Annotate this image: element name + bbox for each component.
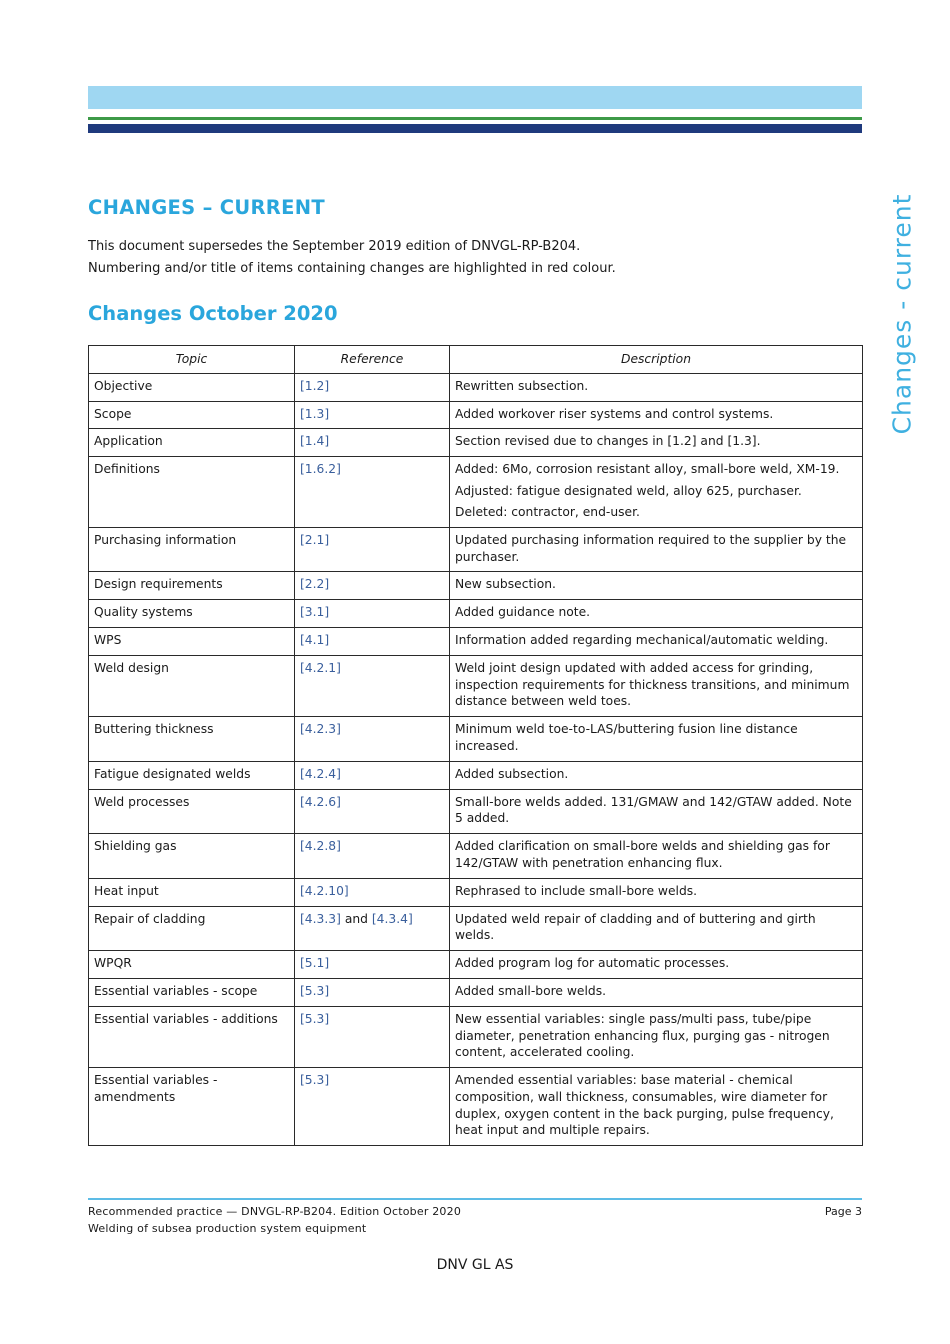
description-line: New essential variables: single pass/multi pass, tube/pipe diameter, penetration enhancing flux, purging gas - nitrogen content, accelerated cooling. [455, 1011, 830, 1060]
description-line: Weld joint design updated with added access for grinding, inspection requirements for thickness transitions, and minimum distance between weld toes. [455, 660, 850, 709]
description-cell [450, 761, 863, 789]
topic-cell: Heat input [89, 878, 295, 906]
section-title: Changes October 2020 [88, 302, 338, 325]
column-header-description: Description [450, 346, 863, 374]
topic-cell: Essential variables - scope [89, 978, 295, 1006]
description-cell [450, 527, 863, 572]
description-line: Amended essential variables: base material - chemical composition, wall thickness, consumables, wire diameter for duplex, oxygen content in the back purging, pulse frequency, heat input and multiple repairs. [455, 1073, 834, 1138]
reference-link[interactable]: [4.1] [300, 632, 330, 647]
reference-cell [295, 457, 450, 528]
changes-table [88, 345, 863, 1146]
header-band-light [88, 86, 862, 109]
page-title: CHANGES – CURRENT [88, 196, 325, 219]
header-band-green [88, 117, 862, 120]
description-cell [450, 951, 863, 979]
description-cell [450, 789, 863, 834]
reference-cell [295, 1068, 450, 1146]
table-row [89, 457, 863, 528]
reference-link[interactable]: [3.1] [300, 605, 330, 620]
reference-cell [295, 951, 450, 979]
table-header-row [89, 346, 863, 374]
page-number: Page 3 [824, 1205, 862, 1218]
column-header-topic: Topic [89, 346, 295, 374]
table-row [89, 789, 863, 834]
company-name: DNV GL AS [436, 1257, 514, 1273]
description-line: Added program log for automatic processes. [455, 956, 730, 971]
description-cell [450, 627, 863, 655]
description-line: Rewritten subsection. [455, 378, 589, 393]
topic-cell: Repair of cladding [89, 906, 295, 951]
description-line: Added guidance note. [455, 605, 591, 620]
description-line: Added workover riser systems and control systems. [455, 406, 774, 421]
reference-joiner: and [344, 911, 368, 926]
column-header-reference: Reference [295, 346, 450, 374]
reference-link[interactable]: [1.6.2] [300, 462, 341, 477]
description-cell [450, 429, 863, 457]
reference-cell [295, 789, 450, 834]
description-cell [450, 600, 863, 628]
table-row [89, 527, 863, 572]
table-row [89, 978, 863, 1006]
reference-link[interactable]: [5.3] [300, 1011, 330, 1026]
reference-cell [295, 1006, 450, 1067]
description-line: Added: 6Mo, corrosion resistant alloy, small-bore weld, XM-19. [455, 462, 840, 477]
reference-link[interactable]: [4.3.3] [300, 911, 341, 926]
reference-cell [295, 655, 450, 716]
description-line: Added subsection. [455, 766, 569, 781]
description-cell [450, 457, 863, 528]
reference-cell [295, 878, 450, 906]
topic-cell: Objective [89, 373, 295, 401]
table-row [89, 401, 863, 429]
topic-cell: Weld design [89, 655, 295, 716]
reference-link[interactable]: [1.3] [300, 406, 330, 421]
topic-cell: Quality systems [89, 600, 295, 628]
description-line: Minimum weld toe-to-LAS/buttering fusion line distance increased. [455, 722, 798, 753]
topic-cell: Buttering thickness [89, 717, 295, 762]
description-line: Section revised due to changes in [1.2] and [1.3]. [455, 434, 761, 449]
reference-cell [295, 401, 450, 429]
description-cell [450, 655, 863, 716]
table-row [89, 429, 863, 457]
reference-cell [295, 761, 450, 789]
reference-link[interactable]: [2.1] [300, 532, 330, 547]
description-cell [450, 717, 863, 762]
description-line: Added small-bore welds. [455, 983, 607, 998]
topic-cell: Weld processes [89, 789, 295, 834]
description-line: Adjusted: fatigue designated weld, alloy 625, purchaser. [455, 483, 802, 498]
side-tab-label: Changes - current [887, 193, 917, 435]
table-row [89, 1068, 863, 1146]
description-line: Rephrased to include small-bore welds. [455, 883, 698, 898]
reference-cell [295, 627, 450, 655]
reference-cell [295, 600, 450, 628]
footer-document-title: Recommended practice — DNVGL-RP-B204. Edition October 2020 [88, 1205, 462, 1218]
topic-cell: Shielding gas [89, 834, 295, 879]
footer-document-info [88, 1203, 461, 1237]
description-cell [450, 373, 863, 401]
reference-link[interactable]: [4.2.8] [300, 839, 341, 854]
topic-cell: Essential variables - additions [89, 1006, 295, 1067]
reference-link[interactable]: [1.2] [300, 378, 330, 393]
topic-cell: Purchasing information [89, 527, 295, 572]
topic-cell: Fatigue designated welds [89, 761, 295, 789]
description-cell [450, 834, 863, 879]
topic-cell: Design requirements [89, 572, 295, 600]
header-band-navy [88, 124, 862, 133]
intro-text [88, 236, 616, 280]
description-line: Information added regarding mechanical/automatic welding. [455, 632, 829, 647]
reference-cell [295, 527, 450, 572]
footer-rule [88, 1198, 862, 1200]
description-cell [450, 401, 863, 429]
reference-cell [295, 717, 450, 762]
reference-link[interactable]: [4.2.6] [300, 794, 341, 809]
table-row [89, 572, 863, 600]
table-row [89, 373, 863, 401]
description-cell [450, 906, 863, 951]
description-line: Updated purchasing information required to the supplier by the purchaser. [455, 532, 847, 564]
topic-cell: Scope [89, 401, 295, 429]
reference-cell [295, 834, 450, 879]
table-row [89, 834, 863, 879]
intro-line: Numbering and/or title of items containing changes are highlighted in red colour. [88, 261, 616, 276]
reference-link[interactable]: [5.3] [300, 1073, 330, 1088]
description-cell [450, 1006, 863, 1067]
reference-link[interactable]: [4.2.4] [300, 766, 341, 781]
topic-cell: Application [89, 429, 295, 457]
reference-link[interactable]: [4.3.4] [371, 911, 413, 926]
description-line: New subsection. [455, 577, 556, 592]
description-line: Updated weld repair of cladding and of buttering and girth welds. [455, 911, 816, 943]
topic-cell: WPS [89, 627, 295, 655]
description-line: Deleted: contractor, end-user. [455, 504, 640, 519]
table-row [89, 717, 863, 762]
reference-link[interactable]: [5.1] [300, 956, 330, 971]
table-row [89, 627, 863, 655]
reference-cell [295, 906, 450, 951]
description-cell [450, 1068, 863, 1146]
reference-cell [295, 572, 450, 600]
topic-cell: Essential variables - amendments [89, 1068, 295, 1146]
side-tab [880, 193, 924, 435]
topic-cell: Definitions [89, 457, 295, 528]
description-cell [450, 878, 863, 906]
table-row [89, 761, 863, 789]
table-row [89, 655, 863, 716]
description-line: Small-bore welds added. 131/GMAW and 142/GTAW added. Note 5 added. [455, 794, 852, 826]
reference-link[interactable]: [4.2.3] [300, 722, 341, 737]
table-row [89, 951, 863, 979]
reference-link[interactable]: [4.2.10] [300, 883, 349, 898]
table-row [89, 906, 863, 951]
reference-link[interactable]: [1.4] [300, 434, 330, 449]
footer-document-subtitle: Welding of subsea production system equipment [88, 1222, 367, 1235]
table-row [89, 600, 863, 628]
table-row [89, 878, 863, 906]
reference-cell [295, 373, 450, 401]
reference-link[interactable]: [2.2] [300, 577, 330, 592]
reference-cell [295, 978, 450, 1006]
reference-cell [295, 429, 450, 457]
description-cell [450, 978, 863, 1006]
description-cell [450, 572, 863, 600]
table-row [89, 1006, 863, 1067]
topic-cell: WPQR [89, 951, 295, 979]
intro-line: This document supersedes the September 2019 edition of DNVGL-RP-B204. [88, 239, 581, 254]
description-line: Added clarification on small-bore welds and shielding gas for 142/GTAW with penetration enhancing flux. [455, 839, 830, 870]
reference-link[interactable]: [4.2.1] [300, 660, 341, 675]
reference-link[interactable]: [5.3] [300, 983, 330, 998]
